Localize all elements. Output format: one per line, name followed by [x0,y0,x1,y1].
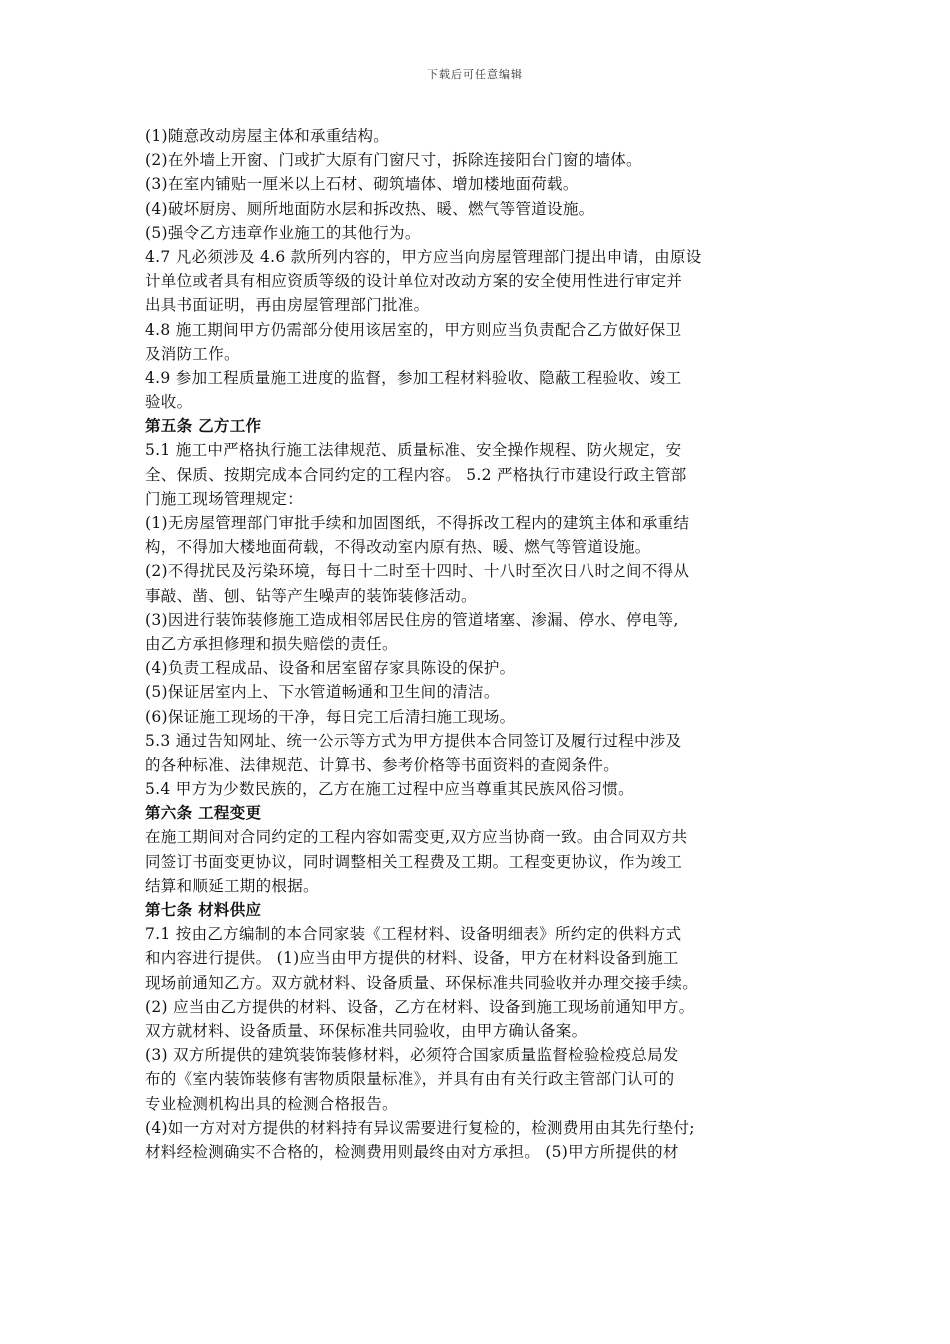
text-line: 构，不得加大楼地面荷载，不得改动室内原有热、暖、燃气等管道设施。 [145,538,651,557]
page-header-note: 下载后可任意编辑 [427,68,523,81]
text-line: 4.9 参加工程质量施工进度的监督，参加工程材料验收、隐蔽工程验收、竣工 [145,368,682,387]
text-line: 全、保质、按期完成本合同约定的工程内容。 5.2 严格执行市建设行政主管部 [145,465,687,484]
text-line: 在施工期间对合同约定的工程内容如需变更,双方应当协商一致。由合同双方共 [145,828,688,847]
text-line: 双方就材料、设备质量、环保标准共同验收，由甲方确认备案。 [145,1021,588,1040]
text-line: (6)保证施工现场的干净，每日完工后清扫施工现场。 [145,707,516,726]
text-line: (2)在外墙上开窗、门或扩大原有门窗尺寸，拆除连接阳台门窗的墙体。 [145,151,642,170]
text-line: (1)随意改动房屋主体和承重结构。 [145,127,390,145]
text-line: (3)在室内铺贴一厘米以上石材、砌筑墙体、增加楼地面荷载。 [145,175,579,194]
text-line: 材料经检测确实不合格的，检测费用则最终由对方承担。 (5)甲方所提供的材 [145,1142,679,1161]
text-line: 5.4 甲方为少数民族的，乙方在施工过程中应当尊重其民族风俗习惯。 [145,780,634,799]
text-line: 现场前通知乙方。双方就材料、设备质量、环保标准共同验收并办理交接手续。 [145,973,699,992]
text-line: 5.1 施工中严格执行施工法律规范、质量标准、安全操作规程、防火规定，安 [145,441,682,460]
text-line: 出具书面证明，再由房屋管理部门批准。 [145,296,430,315]
text-line: (3) 双方所提供的建筑装饰装修材料，必须符合国家质量监督检验检疫总局发 [145,1046,679,1065]
text-line: 门施工现场管理规定： [145,489,304,508]
text-line: (5)强令乙方违章作业施工的其他行为。 [145,223,421,242]
text-line: (2) 应当由乙方提供的材料、设备，乙方在材料、设备到施工现场前通知甲方。 [145,997,695,1016]
text-line: (4)如一方对对方提供的材料持有异议需要进行复检的，检测费用由其先行垫付; [145,1118,695,1137]
text-line: (1)无房屋管理部门审批手续和加固图纸，不得拆改工程内的建筑主体和承重结 [145,514,690,532]
text-line: 由乙方承担修理和损失赔偿的责任。 [145,634,398,653]
document-body [145,124,815,1164]
text-line: 7.1 按由乙方编制的本合同家装《工程材料、设备明细表》所约定的供料方式 [145,925,682,944]
text-line: 4.8 施工期间甲方仍需部分使用该居室的，甲方则应当负责配合乙方做好保卫 [145,320,682,339]
text-line: 专业检测机构出具的检测合格报告。 [145,1094,398,1113]
text-line: 5.3 通过告知网址、统一公示等方式为甲方提供本合同签订及履行过程中涉及 [145,731,682,750]
text-line: 4.7 凡必须涉及 4.6 款所列内容的，甲方应当向房屋管理部门提出申请，由原设 [145,247,702,266]
text-line: 验收。 [145,393,193,412]
section-heading: 第六条 工程变更 [145,804,262,823]
text-line: (3)因进行装饰装修施工造成相邻居民住房的管道堵塞、渗漏、停水、停电等, [145,610,679,629]
text-line: (5)保证居室内上、下水管道畅通和卫生间的清洁。 [145,683,500,702]
text-line: 及消防工作。 [145,344,240,363]
text-line: 同签订书面变更协议，同时调整相关工程费及工期。工程变更协议，作为竣工 [145,852,683,871]
text-line: 的各种标准、法律规范、计算书、参考价格等书面资料的查阅条件。 [145,755,620,774]
text-line: (4)破坏厨房、厕所地面防水层和拆改热、暖、燃气等管道设施。 [145,199,595,218]
text-line: 结算和顺延工期的根据。 [145,876,319,895]
text-line: (4)负责工程成品、设备和居室留存家具陈设的保护。 [145,659,516,678]
text-line: 布的《室内装饰装修有害物质限量标准》，并具有由有关行政主管部门认可的 [145,1070,675,1089]
section-heading: 第五条 乙方工作 [145,417,262,436]
text-line: (2)不得扰民及污染环境，每日十二时至十四时、十八时至次日八时之间不得从 [145,562,690,581]
text-line: 和内容进行提供。 (1)应当由甲方提供的材料、设备，甲方在材料设备到施工 [145,949,679,968]
text-line: 计单位或者具有相应资质等级的设计单位对改动方案的安全使用性进行审定并 [145,272,683,291]
text-line: 事敲、凿、刨、钻等产生噪声的装饰装修活动。 [145,586,477,605]
section-heading: 第七条 材料供应 [145,901,262,919]
